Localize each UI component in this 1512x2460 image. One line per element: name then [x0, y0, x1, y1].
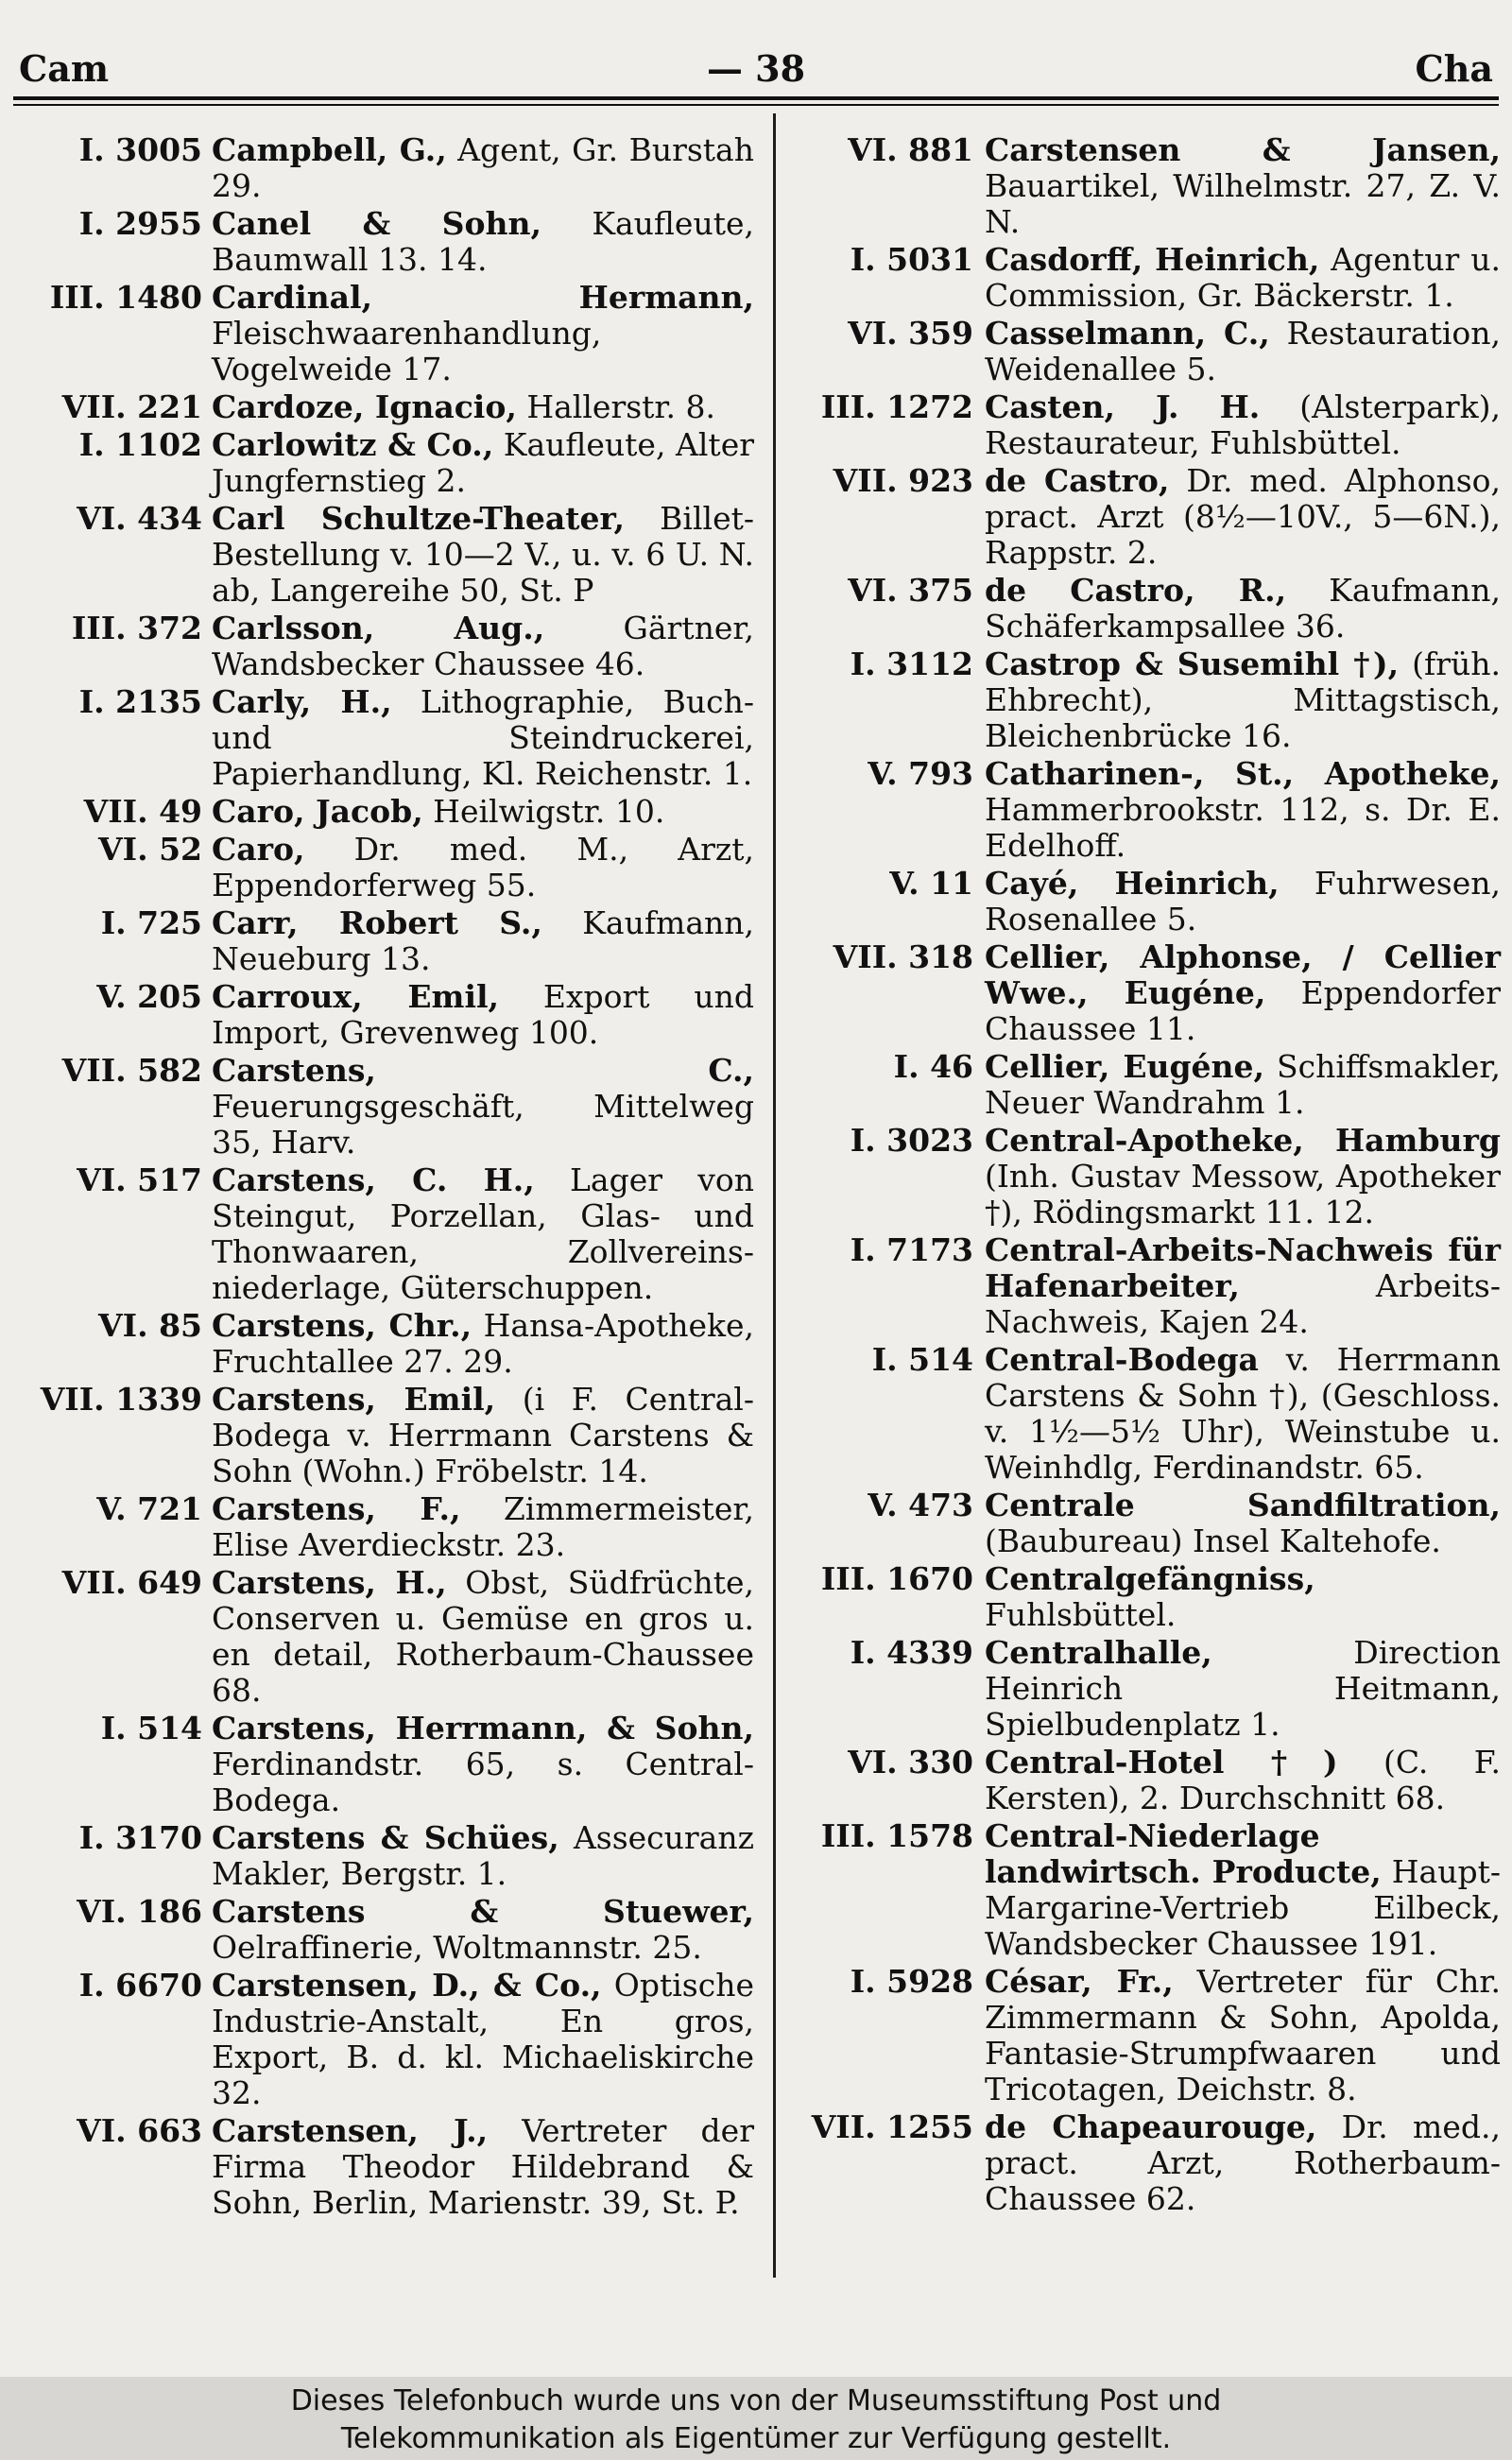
entry-text [985, 1123, 1501, 1230]
entry-name: Cayé, Heinrich, [985, 865, 1280, 902]
entry-name: Central-Bodega [985, 1341, 1259, 1378]
entry-name: Carlowitz & Co., [212, 426, 494, 463]
entry-details: (Alsterpark), Restaurateur, Fuhlsbüttel. [985, 388, 1501, 461]
entry-details: Vertreter für Chr. Zimmermann & Sohn, Apolda, Fantasie-Strumpfwaaren und Tricotagen, Deichstr. 8. [985, 1963, 1501, 2107]
entry-text [985, 1342, 1501, 1486]
entry-text [985, 1561, 1501, 1633]
directory-entry [13, 501, 754, 609]
entry-details: Arbeits-Nachweis, Kajen 24. [985, 1267, 1501, 1340]
directory-entry [775, 573, 1501, 645]
directory-entry [13, 1491, 754, 1563]
entry-details: (früh. Ehbrecht), Mittagstisch, Bleichenbrücke 16. [985, 645, 1501, 754]
entry-details: Dr. med., pract. Arzt, Rotherbaum-Chaussee 62. [985, 2108, 1501, 2217]
entry-text [985, 756, 1501, 864]
directory-entry [13, 1894, 754, 1966]
entry-name: Centralhalle, [985, 1634, 1212, 1671]
entry-text [212, 1565, 754, 1709]
directory-entry [775, 939, 1501, 1047]
entry-name: Cellier, Eugéne, [985, 1048, 1265, 1085]
phone-number: I. 4339 [850, 1634, 973, 1671]
entry-text [212, 1820, 754, 1892]
entry-text [212, 501, 754, 609]
entry-name: Caro, [212, 831, 305, 868]
entry-details: Fleischwaarenhandlung, Vogelweide 17. [212, 315, 602, 387]
entry-text [985, 1964, 1501, 2107]
entry-details: Hansa-Apotheke, Fruchtallee 27. 29. [212, 1307, 754, 1380]
phone-number: V. 793 [868, 755, 973, 792]
entry-text [212, 794, 754, 830]
entry-details: Ferdinandstr. 65, s. Central-Bodega. [212, 1746, 754, 1818]
entry-text [212, 280, 754, 387]
entry-text [985, 1488, 1501, 1559]
phone-number: III. 1480 [49, 279, 202, 316]
phone-number: I. 6670 [78, 1967, 202, 2004]
entry-name: Canel & Sohn, [212, 205, 541, 242]
directory-entry [13, 1382, 754, 1489]
entry-details: Schiffsmakler, Neuer Wandrahm 1. [985, 1048, 1501, 1121]
directory-entry [13, 389, 754, 425]
phone-number: VI. 186 [77, 1893, 202, 1930]
entry-text [985, 463, 1501, 571]
entry-text [985, 1049, 1501, 1121]
phone-number: V. 721 [96, 1490, 202, 1527]
entry-name: Catharinen-, St., Apotheke, [985, 755, 1501, 792]
entry-text [212, 1308, 754, 1380]
entry-name: Centrale Sandfiltration, [985, 1487, 1501, 1523]
entry-details: Kaufleute, Alter Jungfernstieg 2. [212, 426, 754, 499]
directory-entry [775, 1818, 1501, 1962]
directory-entry [13, 206, 754, 278]
header-right-keyword: Cha [1415, 47, 1493, 90]
entry-name: Carstens, Chr., [212, 1307, 472, 1344]
phone-number: VI. 663 [77, 2112, 202, 2149]
entry-name: Carstensen & Jansen, [985, 131, 1501, 168]
entry-details: Dr. med. M., Arzt, Eppendorferweg 55. [212, 831, 754, 903]
directory-entry [775, 2109, 1501, 2217]
phone-number: I. 725 [100, 904, 202, 941]
entry-details: Direction Heinrich Heitmann, Spielbudenplatz 1. [985, 1634, 1501, 1743]
entry-text [212, 389, 754, 425]
entry-name: Casdorff, Heinrich, [985, 241, 1320, 278]
phone-number: III. 1670 [820, 1560, 973, 1597]
entry-details: (Inh. Gustav Messow, Apotheker †), Rödingsmarkt 11. 12. [985, 1158, 1501, 1230]
left-column [13, 132, 754, 2223]
entry-details: Heilwigstr. 10. [422, 793, 665, 830]
phone-number: I. 46 [893, 1048, 973, 1085]
header-rule-thin [13, 104, 1499, 106]
phone-number: VII. 318 [833, 938, 973, 975]
entry-name: Carstensen, D., & Co., [212, 1967, 602, 2004]
entry-details: (Baubureau) Insel Kaltehofe. [985, 1522, 1441, 1559]
entry-text [212, 1162, 754, 1306]
directory-entry [775, 646, 1501, 754]
entry-name: Cardinal, Hermann, [212, 279, 754, 316]
entry-text [212, 832, 754, 903]
footer-line-1: Dieses Telefonbuch wurde uns von der Museumsstiftung Post und [290, 2384, 1222, 2417]
directory-entry [775, 242, 1501, 314]
entry-details: Eppendorfer Chaussee 11. [985, 974, 1501, 1047]
entry-details: Hammerbrookstr. 112, s. Dr. E. Edelhoff. [985, 791, 1501, 864]
entry-name: Carly, H., [212, 683, 392, 720]
entry-text [985, 1232, 1501, 1340]
phone-number: I. 3023 [850, 1122, 973, 1159]
directory-entry [13, 1820, 754, 1892]
phone-number: VI. 375 [848, 572, 973, 609]
entry-details: Kaufmann, Neueburg 13. [212, 904, 754, 977]
entry-text [212, 1491, 754, 1563]
entry-name: Carstens, H., [212, 1564, 447, 1601]
phone-number: I. 5031 [850, 241, 973, 278]
entry-name: Carlsson, Aug., [212, 610, 545, 646]
directory-entry [13, 1162, 754, 1306]
entry-text [212, 2113, 754, 2221]
entry-text [212, 427, 754, 499]
directory-entry [775, 1232, 1501, 1340]
phone-number: III. 1272 [820, 388, 973, 425]
directory-entry [775, 1342, 1501, 1486]
entry-text [212, 1894, 754, 1966]
entry-text [985, 316, 1501, 387]
entry-details: (C. F. Kersten), 2. Durchschnitt 68. [985, 1744, 1501, 1816]
entry-text [212, 1382, 754, 1489]
directory-entry [13, 832, 754, 903]
directory-entry [775, 389, 1501, 461]
phone-number: V. 473 [868, 1487, 973, 1523]
right-column [775, 132, 1501, 2219]
entry-text [212, 905, 754, 977]
phone-number: VII. 49 [83, 793, 202, 830]
entry-name: Carr, Robert S., [212, 904, 542, 941]
entry-details: Fuhrwesen, Rosenallee 5. [985, 865, 1501, 938]
entry-text [212, 132, 754, 204]
directory-entry [13, 1053, 754, 1161]
directory-entry [775, 132, 1501, 240]
directory-entry [13, 1308, 754, 1380]
phone-number: I. 3005 [78, 131, 202, 168]
entry-name: Central-Apotheke, Hamburg [985, 1122, 1501, 1159]
directory-entry [775, 1745, 1501, 1816]
entry-name: Carstens, C. H., [212, 1161, 535, 1198]
header-left-keyword: Cam [19, 47, 110, 90]
directory-entry [775, 1964, 1501, 2107]
entry-details: Fuhlsbüttel. [985, 1596, 1177, 1633]
entry-name: de Castro, [985, 462, 1170, 499]
phone-number: I. 7173 [850, 1231, 973, 1268]
phone-number: V. 11 [889, 865, 973, 902]
phone-number: I. 3112 [850, 645, 973, 682]
entry-text [985, 389, 1501, 461]
phone-number: I. 5928 [850, 1963, 973, 2000]
entry-details: Obst, Südfrüchte, Conserven u. Gemüse en gros u. en detail, Rotherbaum-Chaussee 68. [212, 1564, 754, 1709]
entry-name: Casten, J. H. [985, 388, 1261, 425]
directory-entry [13, 684, 754, 792]
entry-details: Assecuranz Makler, Bergstr. 1. [212, 1819, 754, 1892]
directory-entry [13, 427, 754, 499]
entry-details: Lithographie, Buch- und Steindruckerei, Papierhandlung, Kl. Reichenstr. 1. [212, 683, 754, 792]
entry-name: Central-Niederlage landwirtsch. Producte, [985, 1817, 1382, 1890]
directory-entry [775, 1123, 1501, 1230]
entry-name: Campbell, G., [212, 131, 447, 168]
entry-name: Carl Schultze-Theater, [212, 500, 626, 537]
entry-name: Carstensen, J., [212, 2112, 489, 2149]
footer-line-2: Telekommunikation als Eigentümer zur Verfügung gestellt. [340, 2422, 1172, 2455]
directory-entry [13, 979, 754, 1051]
entry-details: Kaufleute, Baumwall 13. 14. [212, 205, 754, 278]
entry-text [985, 132, 1501, 240]
entry-name: Cellier, Alphonse, / Cellier Wwe., Eugéne, [985, 938, 1501, 1011]
phone-number: VII. 1339 [40, 1381, 202, 1418]
entry-text [985, 1635, 1501, 1743]
entry-text [985, 866, 1501, 938]
phone-number: I. 1102 [78, 426, 202, 463]
directory-entry [13, 132, 754, 204]
entry-name: de Chapeaurouge, [985, 2108, 1317, 2145]
entry-text [985, 939, 1501, 1047]
entry-details: Zimmermeister, Elise Averdieckstr. 23. [212, 1490, 754, 1563]
phone-number: I. 514 [100, 1710, 202, 1746]
entry-name: Castrop & Susemihl †), [985, 645, 1400, 682]
entry-text [212, 611, 754, 682]
entry-details: Gärtner, Wandsbecker Chaussee 46. [212, 610, 754, 682]
entry-details: v. Herrmann Carstens & Sohn †), (Geschloss. v. 1½—5½ Uhr), Weinstube u. Weinhdlg, Ferdinandstr. 65. [985, 1341, 1501, 1486]
entry-name: Carstens, F., [212, 1490, 461, 1527]
entry-details: Oelraffinerie, Woltmannstr. 25. [212, 1929, 702, 1966]
phone-number: VI. 517 [77, 1161, 202, 1198]
entry-name: Centralgefängniss, [985, 1560, 1315, 1597]
directory-entry [13, 905, 754, 977]
entry-name: Caro, Jacob, [212, 793, 423, 830]
directory-entry [775, 1488, 1501, 1559]
phone-number: VI. 881 [848, 131, 973, 168]
entry-name: Carroux, Emil, [212, 978, 500, 1015]
phone-number: VII. 923 [833, 462, 973, 499]
entry-details: Vertreter der Firma Theodor Hildebrand & Sohn, Berlin, Marienstr. 39, St. P. [212, 2112, 754, 2221]
directory-entry [775, 316, 1501, 387]
entry-details: Kaufmann, Schäferkampsallee 36. [985, 572, 1502, 645]
directory-entry [775, 866, 1501, 938]
directory-entry [13, 1711, 754, 1818]
phone-number: I. 514 [871, 1341, 973, 1378]
directory-entry [13, 280, 754, 387]
phone-number: VI. 330 [848, 1744, 973, 1780]
entry-details: Agent, Gr. Burstah 29. [212, 131, 754, 204]
entry-details: Dr. med. Alphonso, pract. Arzt (8½—10V., 5—6N.), Rappstr. 2. [985, 462, 1501, 571]
phone-number: VI. 359 [848, 315, 973, 352]
directory-entry [13, 611, 754, 682]
page-number: — 38 [706, 47, 806, 90]
entry-details: Lager von Steingut, Porzellan, Glas- und Thonwaaren, Zollvereins-niederlage, Güterschuppen. [212, 1161, 755, 1306]
phone-number: I. 2135 [78, 683, 202, 720]
entry-details: Export und Import, Grevenweg 100. [212, 978, 754, 1051]
phone-number: I. 2955 [78, 205, 202, 242]
entry-text [985, 242, 1501, 314]
entry-details: Hallerstr. 8. [516, 388, 716, 425]
entry-details: Feuerungsgeschäft, Mittelweg 35, Harv. [212, 1088, 754, 1161]
entry-text [212, 1711, 754, 1818]
entry-name: Central-Hotel †) [985, 1744, 1338, 1780]
footer-notice [0, 2377, 1512, 2460]
directory-entry [775, 463, 1501, 571]
phone-number: V. 205 [96, 978, 202, 1015]
entry-text [985, 573, 1501, 645]
phone-number: VII. 221 [61, 388, 202, 425]
entry-details: Optische Industrie-Anstalt, En gros, Export, B. d. kl. Michaeliskirche 32. [212, 1967, 754, 2111]
entry-text [212, 206, 754, 278]
entry-text [212, 979, 754, 1051]
header-rule [13, 96, 1499, 100]
entry-name: Carstens & Schües, [212, 1819, 559, 1856]
entry-name: César, Fr., [985, 1963, 1174, 2000]
page-header [15, 45, 1497, 93]
entry-details: (i F. Central-Bodega v. Herrmann Carstens & Sohn (Wohn.) Fröbelstr. 14. [212, 1381, 754, 1489]
entry-name: Carstens & Stuewer, [212, 1893, 754, 1930]
directory-entry [775, 1049, 1501, 1121]
directory-entry [13, 794, 754, 830]
entry-name: Carstens, Herrmann, & Sohn, [212, 1710, 754, 1746]
entry-name: Cardoze, Ignacio, [212, 388, 517, 425]
phone-number: VI. 52 [98, 831, 202, 868]
entry-text [985, 1745, 1501, 1816]
entry-name: Carstens, C., [212, 1052, 754, 1089]
directory-entry [13, 1565, 754, 1709]
directory-entry [775, 756, 1501, 864]
phone-number: VII. 582 [61, 1052, 202, 1089]
phone-number: VII. 1255 [811, 2108, 973, 2145]
entry-name: Central-Arbeits-Nachweis für Hafenarbeiter, [985, 1231, 1501, 1304]
directory-entry [13, 1968, 754, 2111]
directory-entry [775, 1561, 1501, 1633]
directory-entry [775, 1635, 1501, 1743]
entry-text [985, 2109, 1501, 2217]
phone-number: III. 372 [71, 610, 202, 646]
entry-details: Haupt-Margarine-Vertrieb Eilbeck, Wandsbecker Chaussee 191. [985, 1853, 1501, 1962]
phone-number: VI. 85 [98, 1307, 202, 1344]
entry-details: Billet-Bestellung v. 10—2 V., u. v. 6 U. N. ab, Langereihe 50, St. P [212, 500, 755, 609]
entry-text [985, 1818, 1501, 1962]
entry-text [212, 1053, 754, 1161]
entry-name: Carstens, Emil, [212, 1381, 496, 1418]
phone-number: I. 3170 [78, 1819, 202, 1856]
entry-details: Agentur u. Commission, Gr. Bäckerstr. 1. [985, 241, 1501, 314]
phone-number: VII. 649 [61, 1564, 202, 1601]
entry-text [212, 684, 754, 792]
entry-text [212, 1968, 754, 2111]
entry-name: de Castro, R., [985, 572, 1287, 609]
directory-entry [13, 2113, 754, 2221]
phone-number: VI. 434 [77, 500, 202, 537]
entry-text [985, 646, 1501, 754]
entry-details: Restauration, Weidenallee 5. [985, 315, 1501, 387]
entry-details: Bauartikel, Wilhelmstr. 27, Z. V. N. [985, 167, 1501, 240]
phone-number: III. 1578 [820, 1817, 973, 1854]
entry-name: Casselmann, C., [985, 315, 1270, 352]
